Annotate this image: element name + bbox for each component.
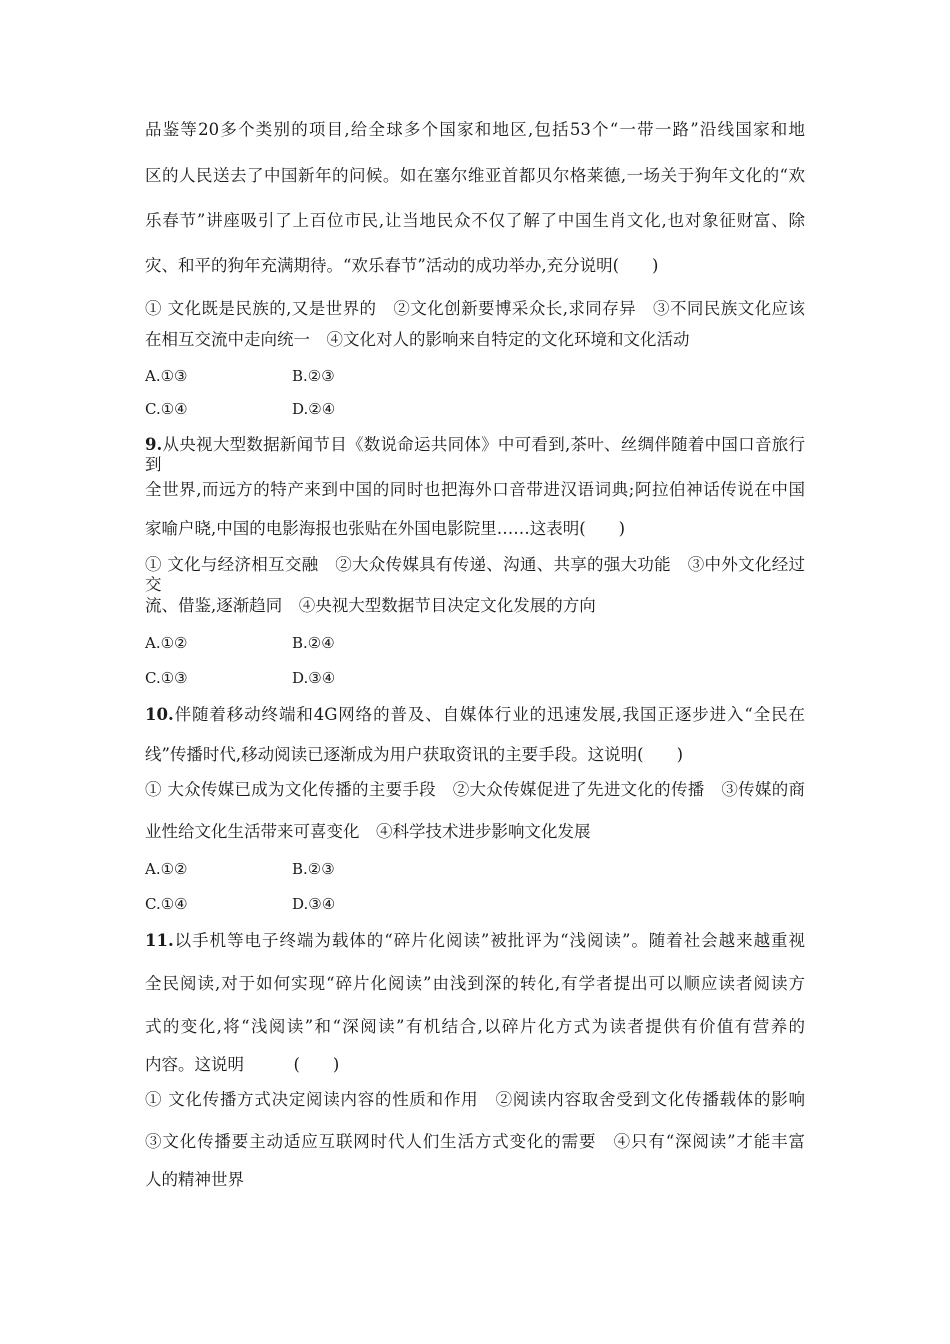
q11-statements-line-2: ③文化传播要主动适应互联网时代人们生活方式变化的需要 ④只有“深阅读”才能丰富 [145,1132,805,1151]
q9-stem-text-1: 从央视大型数据新闻节目《数说命运共同体》中可看到,茶叶、丝绸伴随着中国口音旅行到 [145,435,805,474]
q10-stem-line-1 [145,705,805,725]
q9-option-b[interactable]: B.②④ [292,634,335,652]
q11-stem-line-1 [145,931,805,951]
q9-stem-line-2: 全世界,而远方的特产来到中国的同时也把海外口音带进汉语词典;阿拉伯神话传说在中国 [145,480,805,499]
q11-statements-line-1: ① 文化传播方式决定阅读内容的性质和作用 ②阅读内容取舍受到文化传播载体的影响 [145,1090,805,1109]
q10-option-b[interactable]: B.②③ [292,860,335,878]
q8-option-b[interactable]: B.②③ [292,367,335,385]
q8-stem-line-2: 区的人民送去了中国新年的问候。如在塞尔维亚首都贝尔格莱德,一场关于狗年文化的“欢 [145,166,805,185]
q8-stem-line-1: 品鉴等20多个类别的项目,给全球多个国家和地区,包括53个“一带一路”沿线国家和地 [145,120,805,139]
q10-stem-text-1: 伴随着移动终端和4G网络的普及、自媒体行业的迅速发展,我国正逐步进入“全民在 [173,705,805,724]
q8-statements-line-1: ① 文化既是民族的,又是世界的 ②文化创新要博采众长,求同存异 ③不同民族文化应该 [145,299,805,318]
q9-number: 9. [145,435,163,454]
q10-statements-line-2: 业性给文化生活带来可喜变化 ④科学技术进步影响文化发展 [145,822,591,841]
q11-stem-line-4: 内容。这说明 ( ) [145,1055,340,1074]
q9-option-a[interactable]: A.①② [145,634,188,652]
q9-option-c[interactable]: C.①③ [145,669,188,687]
q10-option-a[interactable]: A.①② [145,860,188,878]
q10-option-d[interactable]: D.③④ [292,895,336,913]
q10-number: 10. [145,705,174,724]
q8-statements-line-2: 在相互交流中走向统一 ④文化对人的影响来自特定的文化环境和文化活动 [145,330,690,349]
q8-stem-line-4: 灾、和平的狗年充满期待。“欢乐春节”活动的成功举办,充分说明( ) [145,256,659,275]
q8-option-d[interactable]: D.②④ [292,400,336,418]
q9-statements-line-1: ① 文化与经济相互交融 ②大众传媒具有传递、沟通、共享的强大功能 ③中外文化经过交 [145,555,805,594]
q9-statements-line-2: 流、借鉴,逐渐趋同 ④央视大型数据节目决定文化发展的方向 [145,596,596,615]
q9-stem-line-1 [145,435,805,475]
q10-statements-line-1: ① 大众传媒已成为文化传播的主要手段 ②大众传媒促进了先进文化的传播 ③传媒的商 [145,780,805,799]
q10-stem-line-2: 线”传播时代,移动阅读已逐渐成为用户获取资讯的主要手段。这说明( ) [145,745,684,764]
q11-number: 11. [145,931,174,950]
q8-option-c[interactable]: C.①④ [145,400,188,418]
q11-stem-line-3: 式的变化,将“浅阅读”和“深阅读”有机结合,以碎片化方式为读者提供有价值有营养的 [145,1017,805,1036]
q10-option-c[interactable]: C.①④ [145,895,188,913]
q11-stem-line-2: 全民阅读,对于如何实现“碎片化阅读”由浅到深的转化,有学者提出可以顺应读者阅读方 [145,974,805,993]
q11-statements-line-3: 人的精神世界 [145,1170,244,1189]
q9-stem-line-3: 家喻户晓,中国的电影海报也张贴在外国电影院里……这表明( ) [145,519,626,538]
q8-stem-line-3: 乐春节”讲座吸引了上百位市民,让当地民众不仅了解了中国生肖文化,也对象征财富、除 [145,211,805,230]
q11-stem-text-1: 以手机等电子终端为载体的“碎片化阅读”被批评为“浅阅读”。随着社会越来越重视 [173,931,805,950]
q9-option-d[interactable]: D.③④ [292,669,336,687]
q8-option-a[interactable]: A.①③ [145,367,188,385]
